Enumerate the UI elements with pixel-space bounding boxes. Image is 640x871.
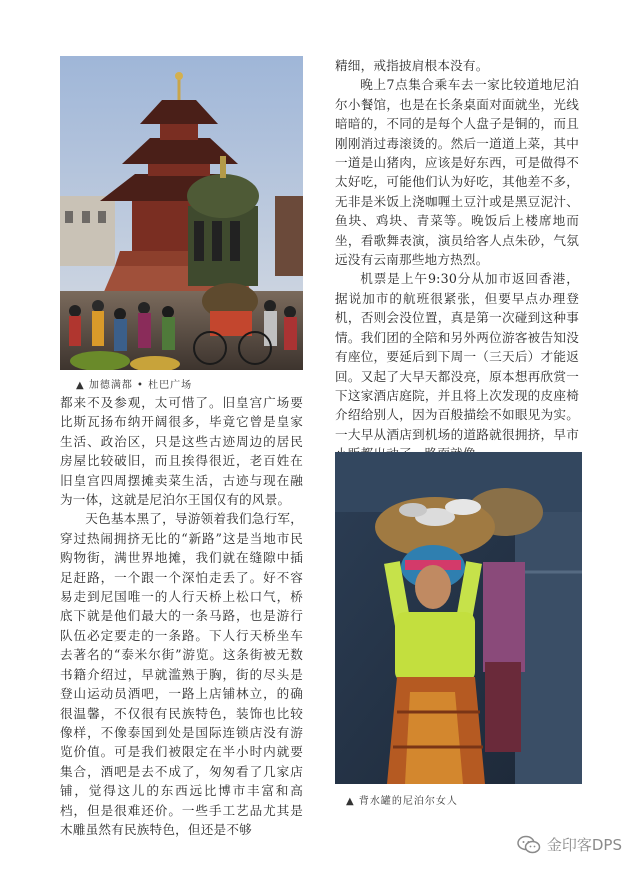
water-carrier-photo (335, 452, 582, 784)
photo-caption-water-carrier: ▲ 背水罐的尼泊尔女人 (346, 796, 458, 807)
wechat-icon (517, 835, 541, 855)
paragraph: 天色基本黑了，导游领着我们急行军，穿过热闹拥挤无比的“新路”这是当地市民购物街，满世界地摊，我们就在缝隙中插足赶路，一个跟一个深怕走丢了。好不容易走到尼国唯一的人行天桥上松口气，桥底下就是他们最大的一条马路，也是游行队伍必定要走的一条路。下人行天桥坐车去著名的“泰米尔街”游览。这条街被无数书籍介绍过，早就滥熟于胸，街的尽头是登山运动员酒吧，一路上店铺林立，的确很温馨，不仅很有民族特色，装饰也比较像样，不像泰国到处是国际连锁店没有游览价值。可是我们被限定在半小时内就要集合，酒吧是去不成了，匆匆看了几家店铺，觉得这儿的东西远比博市丰富和高档，但是很难还价。一些手工艺品尤其是木雕虽然有民族特色，但还是不够 (60, 511, 303, 837)
photo-caption-durbar: ▲ 加德满都 • 杜巴广场 (76, 380, 193, 391)
right-text-column (335, 56, 579, 464)
durbar-square-photo (60, 56, 303, 370)
watermark-text: 金印客DPS (546, 836, 622, 854)
watermark (517, 834, 622, 855)
left-text-column (60, 393, 303, 839)
paragraph: 晚上7点集合乘车去一家比较道地尼泊尔小餐馆，也是在长条桌面对面就坐，光线暗暗的，不同的是每个人盘子是铜的，而且刚刚消过毒滚烫的。然后一道道上菜，其中一道是山猪肉，应该是好东西，可是做得不太好吃，可能他们认为好吃，其他差不多，无非是米饭上浇咖喱土豆汁或是黑豆泥汁、鱼块、鸡块、青菜等。晚饭后上楼席地而坐，看歌舞表演，演员给客人点朱砂，气氛远没有云南那些地方热烈。 (335, 77, 579, 268)
paragraph: 机票是上午9:30分从加市返回香港，据说加市的航班很紧张，但要早点办理登机，否则会没位置，真是第一次碰到这种事情。我们团的全陪和另外两位游客被告知没有座位，要延后到下周一（三天后）才能返回。又起了大早天都没亮，原本想再欣赏一下这家酒店庭院，并且将上次发现的皮座椅介绍给别人，因为百般描绘不如眼见为实。一大早从酒店到机场的道路就很拥挤，早市 (335, 271, 579, 442)
paragraph: 精细，戒指披肩根本没有。 (335, 58, 489, 73)
paragraph: 都来不及参观，太可惜了。旧皇宫广场要比斯瓦扬布纳开阔很多，毕竟它曾是皇家生活、政治区，只是这些古迹周边的居民房屋比较破旧，而且挨得很近，老百姓在旧皇宫四周摆摊卖菜生活，古迹与现在融为一体，这就是尼泊尔王国仅有的风景。 (60, 395, 303, 508)
